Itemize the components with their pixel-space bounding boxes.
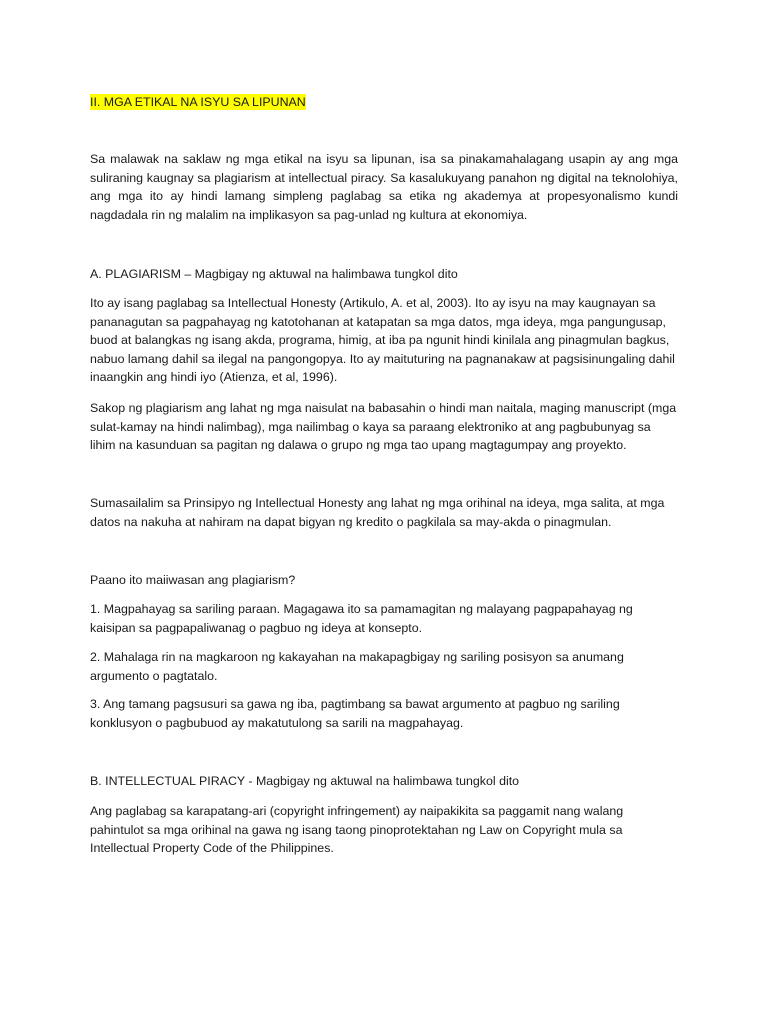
- plagiarism-step-1: 1. Magpahayag sa sariling paraan. Magagawa ito sa pamamagitan ng malayang pagpapahayag ng kaisipan sa pagpapaliwanag o pagbuo ng ideya at konsepto.: [90, 602, 633, 635]
- plagiarism-step-3: 3. Ang tamang pagsusuri sa gawa ng iba, pagtimbang sa bawat argumento at pagbuo ng sariling konklusyon o pagbubuod ay makatutulong sa sarili na magpahayag.: [90, 697, 620, 730]
- plagiarism-step-2: 2. Mahalaga rin na magkaroon ng kakayahan na makapagbigay ng sariling posisyon sa anumang argumento o pagtatalo.: [90, 650, 624, 683]
- piracy-heading: B. INTELLECTUAL PIRACY - Magbigay ng aktuwal na halimbawa tungkol dito: [90, 774, 520, 788]
- piracy-paragraph-1: Ang paglabag sa karapatang-ari (copyright infringement) ay naipakikita sa paggamit nang walang pahintulot sa mga orihinal na gawa ng isang taong pinoprotektahan ng Law on Copyright mula sa Intellectual Property Code of the Philippines.: [90, 804, 624, 856]
- section-title-line: [90, 93, 678, 112]
- plagiarism-paragraph-1: Ito ay isang paglabag sa Intellectual Honesty (Artikulo, A. et al, 2003). Ito ay isyu na may kaugnayan sa pananagutan sa pagpahayag ng katotohanan at katapatan sa mga datos, mga ideya, mga pangungusap, buod at balangkas ng isang akda, programa, himig, at iba pa ngunit hindi kinilala ang pinagmulan bagkus, nabuo lamang dahil sa ilegal na pangongopya. Ito ay maituturing na pagnanakaw at pagsisinungaling dahil inaangkin ang hindi iyo (Atienza, et al, 1996).: [90, 296, 675, 385]
- plagiarism-paragraph-3: Sumasailalim sa Prinsipyo ng Intellectual Honesty ang lahat ng mga orihinal na ideya, mga salita, at mga datos na nakuha at nahiram na dapat bigyan ng kredito o pagkilala sa may-akda o pinagmulan.: [90, 496, 665, 529]
- plagiarism-paragraph-2: Sakop ng plagiarism ang lahat ng mga naisulat na babasahin o hindi man naitala, maging manuscript (mga sulat-kamay na hindi nalimbag), mga nailimbag o kaya sa paraang elektroniko at ang pagbubunyag sa lihim na kasunduan sa pagitan ng dalawa o grupo ng mga tao upang magtagumpay ang proyekto.: [90, 401, 677, 453]
- plagiarism-heading: A. PLAGIARISM – Magbigay ng aktuwal na halimbawa tungkol dito: [90, 267, 458, 281]
- section-title: II. MGA ETIKAL NA ISYU SA LIPUNAN: [90, 95, 306, 109]
- intro-paragraph: Sa malawak na saklaw ng mga etikal na isyu sa lipunan, isa sa pinakamahalagang usapin ay ang mga suliraning kaugnay sa plagiarism at intellectual piracy. Sa kasalukuyang panahon ng digital na teknolohiya, ang mga ito ay hindi lamang simpleng paglabag sa etika ng akademya at propesyonalismo kundi nagdadala rin ng malalim na implikasyon sa pag-unlad ng kultura at ekonomiya.: [90, 152, 678, 222]
- plagiarism-question: Paano ito maiiwasan ang plagiarism?: [90, 573, 296, 587]
